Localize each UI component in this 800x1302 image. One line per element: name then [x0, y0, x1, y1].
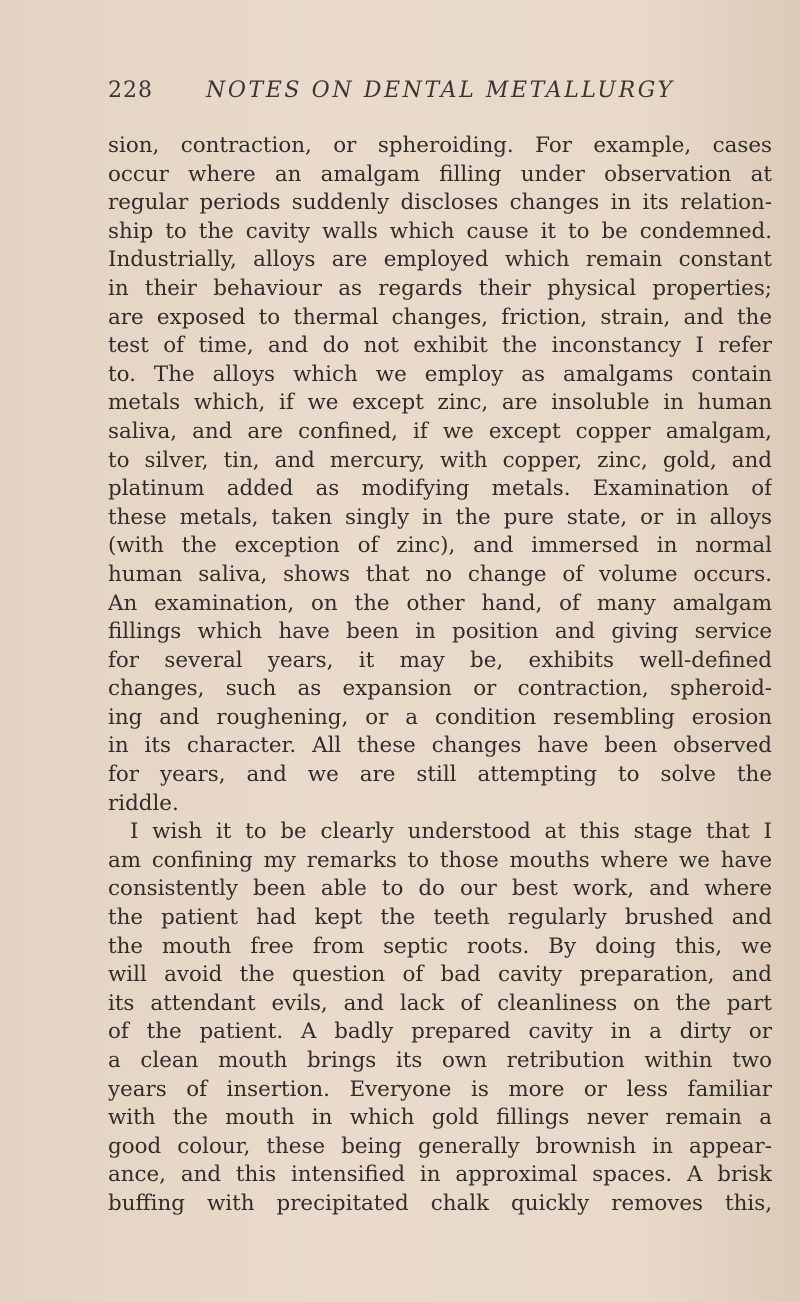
running-head: NOTES ON DENTAL METALLURGY — [206, 78, 675, 103]
text-line: occur where an amalgam filling under observation at — [108, 161, 772, 187]
text-line: with the mouth in which gold fillings never remain a — [108, 1105, 772, 1131]
text-line: ing and roughening, or a condition resembling erosion — [108, 704, 772, 730]
text-line: fillings which have been in position and giving service — [108, 619, 772, 645]
text-line: consistently been able to do our best work, and where — [108, 876, 772, 902]
text-line: its attendant evils, and lack of cleanliness on the part — [108, 990, 772, 1016]
text-line: saliva, and are confined, if we except copper amalgam, — [108, 418, 772, 444]
text-line: to silver, tin, and mercury, with copper, zinc, gold, and — [108, 447, 772, 473]
text-line: are exposed to thermal changes, friction, strain, and the — [108, 304, 772, 330]
paragraph-start-line: I wish it to be clearly understood at this stage that I — [130, 819, 772, 845]
text-line: human saliva, shows that no change of volume occurs. — [108, 561, 772, 587]
text-line: a clean mouth brings its own retribution within two — [108, 1048, 772, 1073]
paragraph-end-line: riddle. — [108, 790, 179, 816]
text-line: to. The alloys which we employ as amalgams contain — [108, 361, 772, 387]
text-line: for years, and we are still attempting to solve the — [108, 762, 772, 788]
text-line: in their behaviour as regards their physical properties; — [108, 275, 772, 301]
text-line: buffing with precipitated chalk quickly removes this, — [108, 1190, 772, 1216]
text-line: good colour, these being generally brownish in appear- — [108, 1133, 772, 1159]
text-line: for several years, it may be, exhibits well-defined — [108, 647, 772, 673]
text-line: ance, and this intensified in approximal spaces. A brisk — [108, 1162, 772, 1188]
text-line: metals which, if we except zinc, are insoluble in human — [108, 390, 772, 416]
page-number: 228 — [108, 78, 153, 103]
text-line: changes, such as expansion or contraction, spheroid- — [108, 676, 772, 702]
text-line: test of time, and do not exhibit the inconstancy I refer — [108, 333, 772, 359]
text-line: the patient had kept the teeth regularly brushed and — [108, 905, 772, 931]
page-header — [108, 78, 708, 110]
text-line: am confining my remarks to those mouths where we have — [108, 847, 772, 873]
text-line: of the patient. A badly prepared cavity in a dirty or — [108, 1019, 772, 1045]
text-line: regular periods suddenly discloses changes in its relation- — [108, 190, 772, 216]
text-line: (with the exception of zinc), and immersed in normal — [108, 533, 772, 559]
text-line: Industrially, alloys are employed which remain constant — [108, 247, 772, 273]
body-text — [108, 132, 772, 1219]
text-line: years of insertion. Everyone is more or less familiar — [108, 1076, 772, 1102]
text-line: ship to the cavity walls which cause it to be condemned. — [108, 218, 772, 244]
text-line: An examination, on the other hand, of many amalgam — [108, 590, 772, 616]
text-line: will avoid the question of bad cavity preparation, and — [108, 962, 772, 988]
text-line: sion, contraction, or spheroiding. For example, cases — [108, 133, 772, 158]
text-line: these metals, taken singly in the pure state, or in alloys — [108, 504, 772, 530]
text-line: in its character. All these changes have been observed — [108, 733, 772, 759]
text-line: the mouth free from septic roots. By doing this, we — [108, 933, 772, 959]
text-line: platinum added as modifying metals. Examination of — [108, 476, 772, 502]
